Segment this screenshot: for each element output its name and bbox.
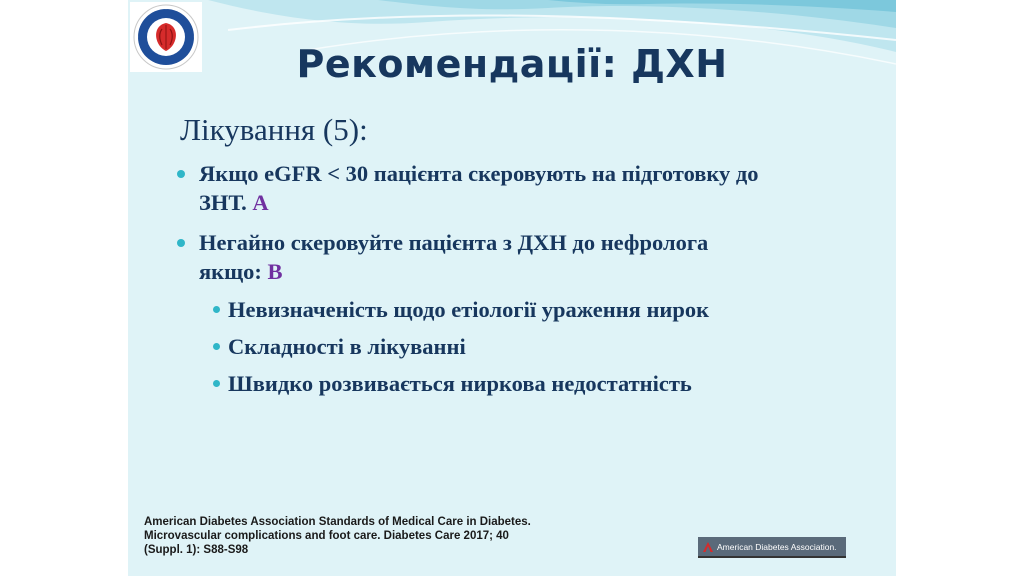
bullet-item-2-line1: Негайно скеровуйте пацієнта з ДХН до нефролога <box>199 230 709 255</box>
bullet-item-1 <box>199 159 759 217</box>
citation-line-1: American Diabetes Association Standards of Medical Care in Diabetes. <box>144 516 531 528</box>
sub-bullet-marker <box>213 306 220 313</box>
sub-bullet-item-2: Складності в лікуванні <box>228 334 466 359</box>
section-subtitle: Лікування (5): <box>180 112 368 147</box>
citation-reference <box>144 515 604 557</box>
evidence-grade: B <box>267 259 283 284</box>
bullet-item-2-line2 <box>199 257 708 286</box>
sub-bullet-item-1: Невизначеність щодо етіології ураження нирок <box>228 297 710 322</box>
bullet-item-1-line2 <box>199 188 759 217</box>
sub-bullet-marker <box>213 380 220 387</box>
ada-logo <box>698 537 846 558</box>
sub-bullet-item-3: Швидко розвивається ниркова недостатність <box>228 371 692 396</box>
citation-line-3: (Suppl. 1): S88-S98 <box>144 544 249 556</box>
bullet-item-2-text: якщо: <box>199 259 262 284</box>
ada-logo-text: American Diabetes Association. <box>717 541 837 552</box>
bullet-item-1-line1: Якщо eGFR < 30 пацієнта скеровують на підготовку до <box>199 161 759 186</box>
citation-line-2: Microvascular complications and foot care. Diabetes Care 2017; 40 <box>144 530 509 542</box>
evidence-grade: A <box>252 190 269 215</box>
sub-bullet-marker <box>213 343 220 350</box>
slide <box>128 0 896 576</box>
bullet-marker <box>177 239 185 247</box>
bullet-item-1-text: ЗНТ. <box>199 190 247 215</box>
bullet-marker <box>177 170 185 178</box>
ada-triangle-icon <box>702 541 714 553</box>
bullet-item-2 <box>199 228 708 286</box>
slide-title: Рекомендації: ДХН <box>296 42 728 86</box>
